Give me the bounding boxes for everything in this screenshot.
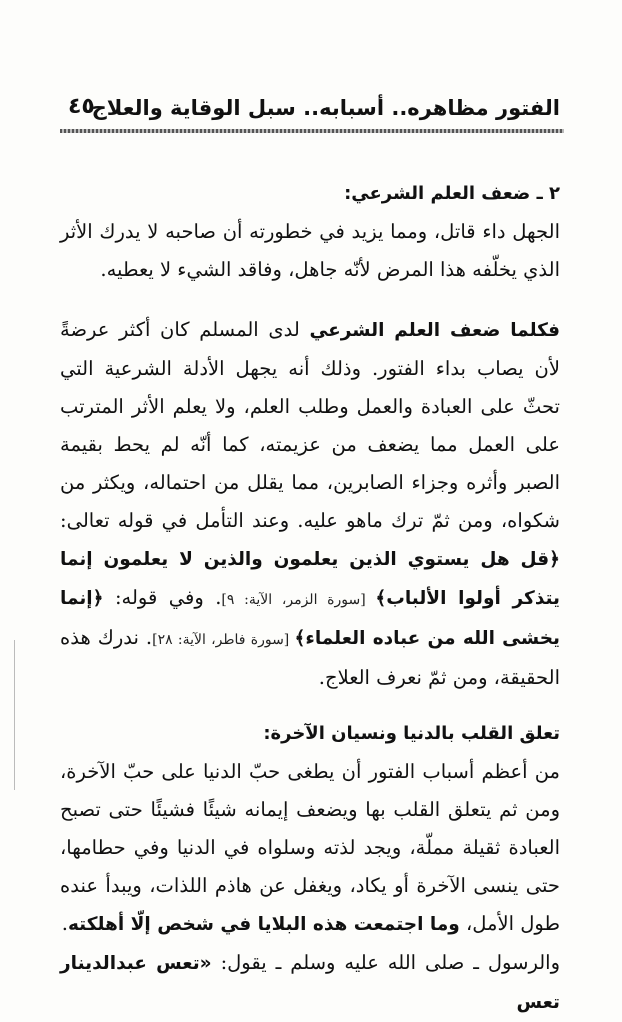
paragraph-text: لدى المسلم كان أكثر عرضةً لأن يصاب بداء الفتور. وذلك أنه يجهل الأدلة الشرعية التي تحثّ على العبادة والعمل وطلب العلم، ولا يعلم الأثر المترتب على العمل مما يضعف من عزيمته، كما أنّه لم يحط بقيمة الصبر وأثره وجزاء الصابرين، مما يقلل من احتماله، ويكثر من شكواه، ومن ثمّ ترك ماهو عليه. وعند التأمل في قوله تعالى: — [60, 318, 560, 532]
paragraph — [60, 944, 560, 1022]
section-heading-attachment-to-world: تعلق القلب بالدنيا ونسيان الآخرة: — [263, 723, 560, 744]
paragraph-text: والرسول ـ صلى الله عليه وسلم ـ يقول: — [211, 951, 560, 974]
page-edge-line — [14, 640, 15, 790]
paragraph-text: من أعظم أسباب الفتور أن يطغى حبّ الدنيا على حبّ الآخرة، ومن ثم يتعلق القلب بها ويضعف إيمانه شيئًا فشيئًا حتى تصبح العبادة ثقيلة مملّة، ويجد لذته وسلواه في الدنيا وفي حطامها، حتى ينسى الآخرة أو يكاد، ويغفل عن هاذم اللذات، ويبدأ عنده طول الأمل، — [60, 760, 560, 935]
paragraph-text: . — [61, 912, 68, 935]
quran-verse: ﴿قل هل يستوي الذين يعلمون والذين لا يعلمون إنما يتذكر أولوا الألباب﴾ — [60, 549, 560, 609]
page-body — [60, 175, 560, 1022]
paragraph — [60, 311, 560, 697]
header-divider — [60, 129, 564, 133]
section-heading-weak-knowledge: ٢ ـ ضعف العلم الشرعي: — [344, 183, 560, 204]
hadith-quote: «تعس عبدالدينار تعس — [60, 953, 560, 1013]
paragraph-text: الجهل داء قاتل، ومما يزيد في خطورته أن صاحبه لا يدرك الأثر الذي يخلّفه هذا المرض لأنّه جاهل، وفاقد الشيء لا يعطيه. — [60, 220, 560, 281]
paragraph-text: . وفي قوله: — [103, 586, 222, 609]
bold-phrase: وما اجتمعت هذه البلايا في شخص إلّا أهلكته — [67, 914, 460, 935]
verse-reference: [سورة الزمر، الآية: ٩] — [221, 592, 376, 608]
paragraph-text: . ندرك هذه الحقيقة، ومن ثمّ نعرف العلاج. — [60, 626, 560, 689]
running-title: الفتور مظاهره.. أسبابه.. سبل الوقاية والعلاج — [91, 96, 560, 120]
bold-phrase: فكلما ضعف العلم الشرعي — [309, 320, 560, 341]
verse-reference: [سورة فاطر، الآية: ٢٨] — [152, 632, 295, 648]
paragraph — [60, 753, 560, 944]
paragraph — [60, 213, 560, 289]
page-number: ٤٥ — [68, 94, 95, 119]
quran-verse: ﴿إنما يخشى الله من عباده العلماء﴾ — [60, 588, 560, 649]
page-header — [60, 92, 560, 128]
